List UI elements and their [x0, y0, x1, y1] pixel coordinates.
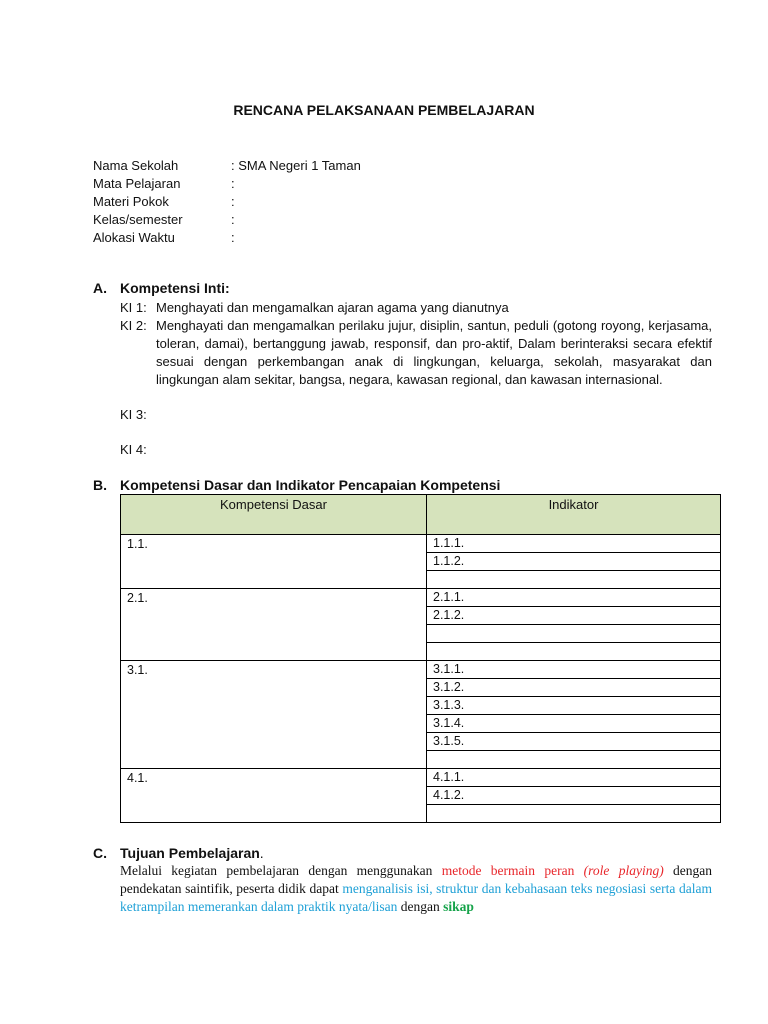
indikator-cell: 1.1.1.	[427, 535, 721, 553]
section-title-suffix: .	[259, 845, 264, 861]
indikator-cell: 3.1.2.	[427, 679, 721, 697]
indikator-cell	[427, 625, 721, 643]
ki-text: Menghayati dan mengamalkan ajaran agama yang dianutnya	[156, 300, 509, 315]
section-c-heading	[93, 845, 264, 861]
column-header-kd: Kompetensi Dasar	[121, 495, 427, 535]
ki-text: Menghayati dan mengamalkan perilaku jujur, disiplin, santun, peduli (gotong royong, kerjasama, toleran, damai), bertanggung jawab, responsif, dan pro-aktif, Dalam berinteraksi secara efektif sesuai dengan perkembangan anak di lingkungan, keluarga, sekolah, masyarakat dan lingkungan alam sekitar, bangsa, negara, kawasan regional, dan kawasan internasional.	[156, 318, 712, 387]
ki-text	[156, 441, 712, 459]
table-header-row	[121, 495, 721, 535]
identitas-label: Alokasi Waktu	[93, 230, 175, 245]
section-b-heading	[93, 477, 500, 493]
identitas-label: Mata Pelajaran	[93, 176, 181, 191]
kd-cell: 1.1.	[121, 535, 427, 589]
table-row	[121, 535, 721, 553]
indikator-cell: 4.1.1.	[427, 769, 721, 787]
page-title: RENCANA PELAKSANAAN PEMBELAJARAN	[233, 102, 535, 118]
ki-text	[156, 406, 712, 424]
indikator-cell: 1.1.2.	[427, 553, 721, 571]
identitas-value: : SMA Negeri 1 Taman	[231, 158, 361, 173]
indikator-cell: 4.1.2.	[427, 787, 721, 805]
indikator-cell	[427, 805, 721, 823]
table-row	[121, 589, 721, 607]
section-title: Tujuan Pembelajaran	[120, 845, 260, 861]
identitas-block	[93, 157, 361, 247]
indikator-cell: 3.1.1.	[427, 661, 721, 679]
ki-code: KI 2:	[120, 318, 147, 333]
identitas-label: Nama Sekolah	[93, 158, 179, 173]
tujuan-sikap: sikap	[443, 899, 474, 914]
tujuan-text: dengan	[397, 899, 444, 914]
ki-row	[120, 299, 712, 317]
ki-row	[120, 406, 712, 424]
identitas-row	[93, 175, 361, 193]
indikator-cell	[427, 571, 721, 589]
identitas-row	[93, 211, 361, 229]
tujuan-paragraph	[120, 862, 712, 916]
indikator-cell	[427, 751, 721, 769]
identitas-label: Materi Pokok	[93, 194, 169, 209]
kd-indikator-table	[120, 494, 721, 823]
identitas-row	[93, 229, 361, 247]
indikator-cell: 2.1.1.	[427, 589, 721, 607]
tujuan-text: dengan pendekatan saintifik, peserta didik dapat	[120, 863, 713, 896]
indikator-cell	[427, 643, 721, 661]
ki-row	[120, 441, 712, 459]
identitas-value: :	[231, 194, 235, 209]
indikator-cell: 3.1.5.	[427, 733, 721, 751]
section-letter: A.	[93, 280, 107, 296]
section-letter: B.	[93, 477, 107, 493]
column-header-indikator: Indikator	[427, 495, 721, 535]
kd-cell: 2.1.	[121, 589, 427, 661]
identitas-label: Kelas/semester	[93, 212, 183, 227]
tujuan-kognitif: menganalisis isi, struktur dan kebahasaan teks negosiasi serta dalam ketrampilan memerankan dalam praktik nyata/lisan	[120, 881, 712, 914]
tujuan-metode: metode bermain peran	[441, 863, 584, 878]
identitas-value: :	[231, 212, 235, 227]
kd-cell: 4.1.	[121, 769, 427, 823]
tujuan-role-playing: (role playing)	[583, 863, 664, 878]
table-row	[121, 661, 721, 679]
identitas-row	[93, 193, 361, 211]
identitas-row	[93, 157, 361, 175]
tujuan-text: Melalui kegiatan pembelajaran dengan menggunakan	[120, 863, 442, 878]
ki-code: KI 4:	[120, 442, 147, 457]
identitas-value: :	[231, 176, 235, 191]
section-letter: C.	[93, 845, 107, 861]
indikator-cell: 3.1.4.	[427, 715, 721, 733]
section-title: Kompetensi Inti:	[120, 280, 230, 296]
indikator-cell: 3.1.3.	[427, 697, 721, 715]
ki-code: KI 1:	[120, 300, 147, 315]
indikator-cell: 2.1.2.	[427, 607, 721, 625]
table-row	[121, 769, 721, 787]
ki-row	[120, 317, 712, 389]
ki-code: KI 3:	[120, 407, 147, 422]
section-a-heading	[93, 280, 230, 296]
section-title: Kompetensi Dasar dan Indikator Pencapaian Kompetensi	[120, 477, 501, 493]
identitas-value: :	[231, 230, 235, 245]
kd-cell: 3.1.	[121, 661, 427, 769]
